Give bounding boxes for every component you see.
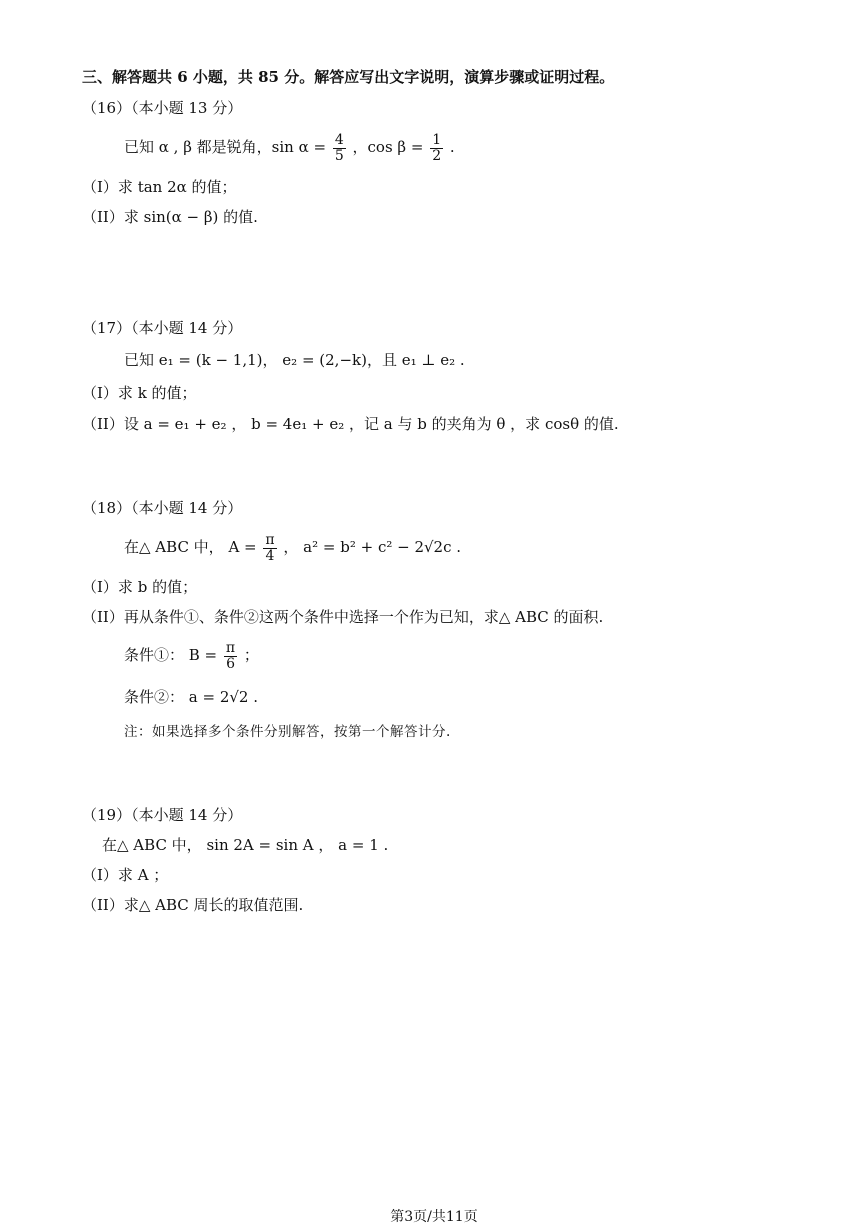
q17-stem: 已知 e₁ = (k − 1,1)， e₂ = (2,−k)，且 e₁ ⊥ e₂ . xyxy=(124,351,465,369)
q16-fraction-sin xyxy=(333,133,346,163)
q18-condition2: 条件②： a = 2√2 . xyxy=(124,688,258,706)
q16-fraction-cos xyxy=(430,133,443,163)
q18-part2: （II）再从条件①、条件②这两个条件中选择一个作为已知，求△ ABC 的面积. xyxy=(82,608,604,626)
q19-part2: （II）求△ ABC 周长的取值范围. xyxy=(82,896,304,914)
q16-part2: （II）求 sin(α − β) 的值. xyxy=(82,208,258,226)
q18-stem xyxy=(124,527,461,567)
q16-frac2-numerator: 1 xyxy=(432,131,442,148)
q18-condition1 xyxy=(124,635,259,675)
q18-cond1-text-b: ； xyxy=(243,646,259,664)
q18-cond1-text-a: 条件①： B = xyxy=(124,646,218,664)
q17-part1: （I）求 k 的值； xyxy=(82,384,197,402)
q16-stem-text-b: ，cos β = xyxy=(352,138,424,156)
q18-header: （18）（本小题 14 分） xyxy=(82,499,243,517)
q18-fraction-angle-a xyxy=(263,533,276,563)
q17-part2: （II）设 a = e₁ + e₂ ， b = 4e₁ + e₂ ，记 a 与 b 的夹角为 θ ，求 cosθ 的值. xyxy=(82,415,619,433)
q19-stem: 在△ ABC 中， sin 2A = sin A ， a = 1 . xyxy=(102,836,389,854)
q16-frac1-numerator: 4 xyxy=(334,131,344,148)
q17-header: （17）（本小题 14 分） xyxy=(82,319,243,337)
q16-frac1-denominator: 5 xyxy=(334,147,344,164)
q18-part1: （I）求 b 的值； xyxy=(82,578,198,596)
q16-header: （16）（本小题 13 分） xyxy=(82,99,243,117)
section-heading: 三、解答题共 6 小题，共 85 分。解答应写出文字说明，演算步骤或证明过程。 xyxy=(82,68,615,86)
page-number: 第3页/共11页 xyxy=(390,1209,478,1225)
q18-fraction-angle-b xyxy=(224,641,237,671)
q19-part1: （I）求 A ； xyxy=(82,866,169,884)
q16-stem-text-c: . xyxy=(449,138,455,156)
q18-cond1-numerator: π xyxy=(225,639,236,656)
q18-stem-text-a: 在△ ABC 中， A = xyxy=(124,538,257,556)
q16-stem-text-a: 已知 α , β 都是锐角，sin α = xyxy=(124,138,327,156)
q18-cond1-denominator: 6 xyxy=(226,655,235,672)
q16-stem xyxy=(124,127,455,167)
q18-frac1-numerator: π xyxy=(265,531,275,548)
q19-header: （19）（本小题 14 分） xyxy=(82,806,243,824)
q16-part1: （I）求 tan 2α 的值； xyxy=(82,178,237,196)
q18-frac1-denominator: 4 xyxy=(265,547,275,564)
q18-note: 注：如果选择多个条件分别解答，按第一个解答计分. xyxy=(124,724,451,740)
q18-stem-text-b: ， a² = b² + c² − 2√2c . xyxy=(283,538,462,556)
q16-frac2-denominator: 2 xyxy=(432,147,442,164)
